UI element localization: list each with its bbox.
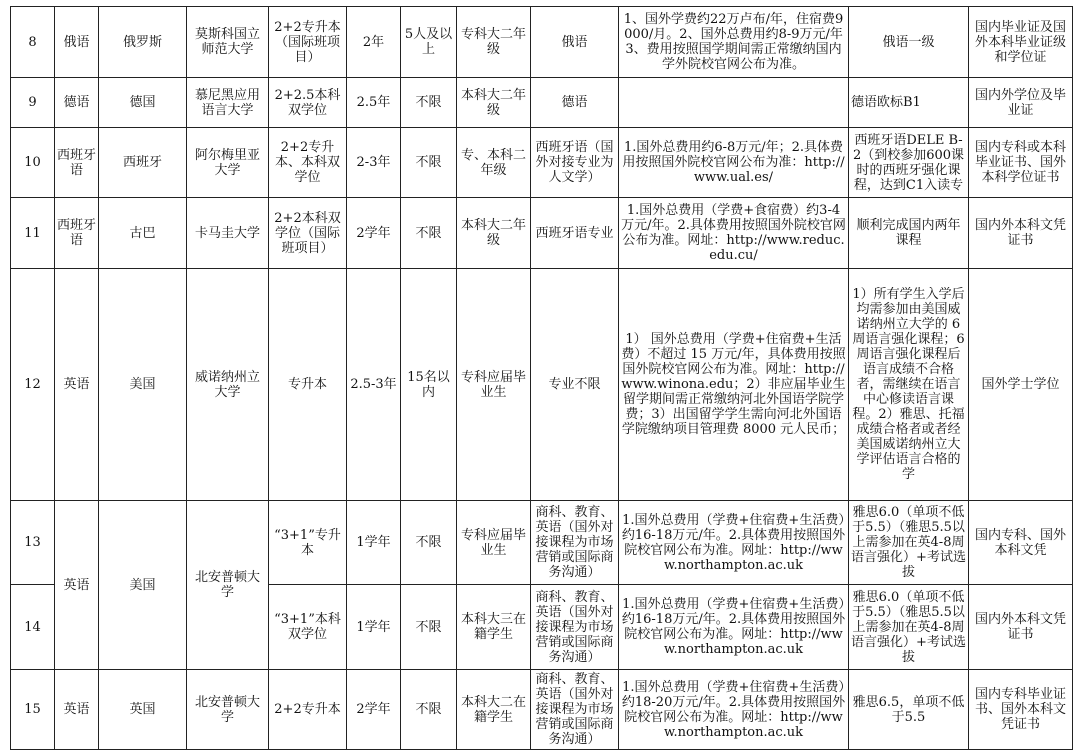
level-cell: 专科大二年级 <box>457 7 531 78</box>
table-row <box>11 501 1073 585</box>
major-cell: 西班牙语专业 <box>531 198 619 269</box>
fee-cell <box>619 78 849 128</box>
language-requirement-cell <box>849 269 969 501</box>
program-type-cell: 2+2专升本（国际班项目） <box>269 7 347 78</box>
program-type-cell: 2+2专升本 <box>269 670 347 750</box>
duration-cell: 2-3年 <box>347 128 401 198</box>
language-requirement-text: 西班牙语DELE B-2（到校参加600课时的西班牙强化课程，达到C1入读专 <box>852 132 965 193</box>
duration-cell: 1学年 <box>347 585 401 670</box>
major-cell: 商科、教育、英语（国外对接课程为市场营销或国际商务沟通） <box>531 501 619 585</box>
quota-cell: 15名以内 <box>401 269 457 501</box>
duration-cell: 2学年 <box>347 198 401 269</box>
row-number: 15 <box>11 670 55 750</box>
row-number: 9 <box>11 78 55 128</box>
table-row <box>11 670 1073 750</box>
school-cell: 卡马圭大学 <box>187 198 269 269</box>
program-type-cell: “3+1”专升本 <box>269 501 347 585</box>
certificate-cell: 国内外学位及毕业证 <box>969 78 1073 128</box>
language-requirement-cell: 雅思6.0（单项不低于5.5）（雅思5.5以上需参加在英4-8周语言强化）+考试选拔 <box>849 501 969 585</box>
country-cell: 俄罗斯 <box>99 7 187 78</box>
program-type-cell: 2+2本科双学位（国际班项目） <box>269 198 347 269</box>
certificate-cell: 国内外本科文凭证书 <box>969 198 1073 269</box>
country-cell: 英国 <box>99 670 187 750</box>
language-cell: 西班牙语 <box>55 198 99 269</box>
fee-cell: 1） 国外总费用（学费+住宿费+生活费）不超过 15 万元/年，具体费用按照国外院校官网公布为准。网址：http://www.winona.edu；2）非应届毕业生留学期间需正常缴纳河北外国语学院学费；3）出国留学学生需向河北外国语学院缴纳项目管理费 8000 元人民币； <box>619 269 849 501</box>
duration-cell: 2年 <box>347 7 401 78</box>
program-type-cell: 专升本 <box>269 269 347 501</box>
school-cell: 威诺纳州立大学 <box>187 269 269 501</box>
program-table <box>10 6 1073 750</box>
school-cell: 北安普顿大学 <box>187 670 269 750</box>
level-cell: 专科应届毕业生 <box>457 501 531 585</box>
row-number: 12 <box>11 269 55 501</box>
certificate-cell: 国内外本科文凭证书 <box>969 585 1073 670</box>
row-number: 8 <box>11 7 55 78</box>
language-requirement-text: 1）所有学生入学后均需参加由美国威诺纳州立大学的 6 周语言强化课程；6 周语言强化课程后语言成绩不合格者，需继续在语言中心修读语言课程。2）雅思、托福成绩合格者或者经美国威诺纳州立大学评估语言合格的学 <box>852 287 965 482</box>
level-cell: 专科应届毕业生 <box>457 269 531 501</box>
table-row <box>11 128 1073 198</box>
duration-cell: 2学年 <box>347 670 401 750</box>
table-row <box>11 78 1073 128</box>
program-type-cell: 2+2专升本、本科双学位 <box>269 128 347 198</box>
duration-cell: 2.5年 <box>347 78 401 128</box>
level-cell: 本科大二年级 <box>457 78 531 128</box>
fee-cell: 1.国外总费用约6-8万元/年；2.具体费用按照国外院校官网公布为准：http://www.ual.es/ <box>619 128 849 198</box>
language-cell: 英语 <box>55 269 99 501</box>
country-cell: 美国 <box>99 501 187 670</box>
country-cell: 德国 <box>99 78 187 128</box>
language-cell: 俄语 <box>55 7 99 78</box>
fee-cell: 1.国外总费用（学费+食宿费）约3-4万元/年。2.具体费用按照国外院校官网公布为准。网址：http://www.reduc.edu.cu/ <box>619 198 849 269</box>
table-row <box>11 7 1073 78</box>
language-requirement-cell: 俄语一级 <box>849 7 969 78</box>
country-cell: 西班牙 <box>99 128 187 198</box>
language-cell: 德语 <box>55 78 99 128</box>
level-cell: 本科大三在籍学生 <box>457 585 531 670</box>
language-requirement-cell: 雅思6.5，单项不低于5.5 <box>849 670 969 750</box>
duration-cell: 1学年 <box>347 501 401 585</box>
school-cell: 莫斯科国立师范大学 <box>187 7 269 78</box>
row-number: 11 <box>11 198 55 269</box>
row-number: 10 <box>11 128 55 198</box>
level-cell: 本科大二年级 <box>457 198 531 269</box>
certificate-cell: 国内专科或本科毕业证书、国外本科学位证书 <box>969 128 1073 198</box>
major-cell: 俄语 <box>531 7 619 78</box>
certificate-cell: 国外学士学位 <box>969 269 1073 501</box>
quota-cell: 不限 <box>401 128 457 198</box>
language-requirement-cell: 德语欧标B1 <box>849 78 969 128</box>
quota-cell: 不限 <box>401 501 457 585</box>
program-type-cell: “3+1”本科双学位 <box>269 585 347 670</box>
fee-cell: 1.国外总费用（学费+住宿费+生活费）约16-18万元/年。2.具体费用按照国外院校官网公布为准。网址：http://www.northampton.ac.uk <box>619 585 849 670</box>
major-cell: 西班牙语（国外对接专业为人文学） <box>531 128 619 198</box>
language-requirement-cell: 顺利完成国内两年课程 <box>849 198 969 269</box>
language-requirement-cell: 雅思6.0（单项不低于5.5）（雅思5.5以上需参加在英4-8周语言强化）+考试选拔 <box>849 585 969 670</box>
table-row <box>11 269 1073 501</box>
quota-cell: 不限 <box>401 585 457 670</box>
major-cell: 商科、教育、英语（国外对接课程为市场营销或国际商务沟通） <box>531 585 619 670</box>
major-cell: 商科、教育、英语（国外对接课程为市场营销或国际商务沟通） <box>531 670 619 750</box>
quota-cell: 5人及以上 <box>401 7 457 78</box>
level-cell: 本科大二在籍学生 <box>457 670 531 750</box>
major-cell: 专业不限 <box>531 269 619 501</box>
language-cell: 英语 <box>55 670 99 750</box>
quota-cell: 不限 <box>401 198 457 269</box>
school-cell: 慕尼黑应用语言大学 <box>187 78 269 128</box>
certificate-cell: 国内专科、国外本科文凭 <box>969 501 1073 585</box>
country-cell: 美国 <box>99 269 187 501</box>
row-number: 13 <box>11 501 55 585</box>
language-requirement-cell <box>849 128 969 198</box>
school-cell: 阿尔梅里亚大学 <box>187 128 269 198</box>
fee-cell: 1.国外总费用（学费+住宿费+生活费）约18-20万元/年。2.具体费用按照国外院校官网公布为准。网址：http://www.northampton.ac.uk <box>619 670 849 750</box>
fee-cell: 1、国外学费约22万卢布/年，住宿费9000/月。2、国外总费用约8-9万元/年3、费用按照国学期间需正常缴纳国内学外院校官网公布为准。 <box>619 7 849 78</box>
program-type-cell: 2+2.5本科双学位 <box>269 78 347 128</box>
certificate-cell: 国内毕业证及国外本科毕业证级和学位证 <box>969 7 1073 78</box>
quota-cell: 不限 <box>401 78 457 128</box>
country-cell: 古巴 <box>99 198 187 269</box>
certificate-cell: 国内专科毕业证书、国外本科文凭证书 <box>969 670 1073 750</box>
quota-cell: 不限 <box>401 670 457 750</box>
fee-cell: 1.国外总费用（学费+住宿费+生活费）约16-18万元/年。2.具体费用按照国外院校官网公布为准。网址：http://www.northampton.ac.uk <box>619 501 849 585</box>
school-cell: 北安普顿大学 <box>187 501 269 670</box>
language-cell: 西班牙语 <box>55 128 99 198</box>
language-cell: 英语 <box>55 501 99 670</box>
major-cell: 德语 <box>531 78 619 128</box>
row-number: 14 <box>11 585 55 670</box>
level-cell: 专、本科二年级 <box>457 128 531 198</box>
duration-cell: 2.5-3年 <box>347 269 401 501</box>
table-row <box>11 198 1073 269</box>
